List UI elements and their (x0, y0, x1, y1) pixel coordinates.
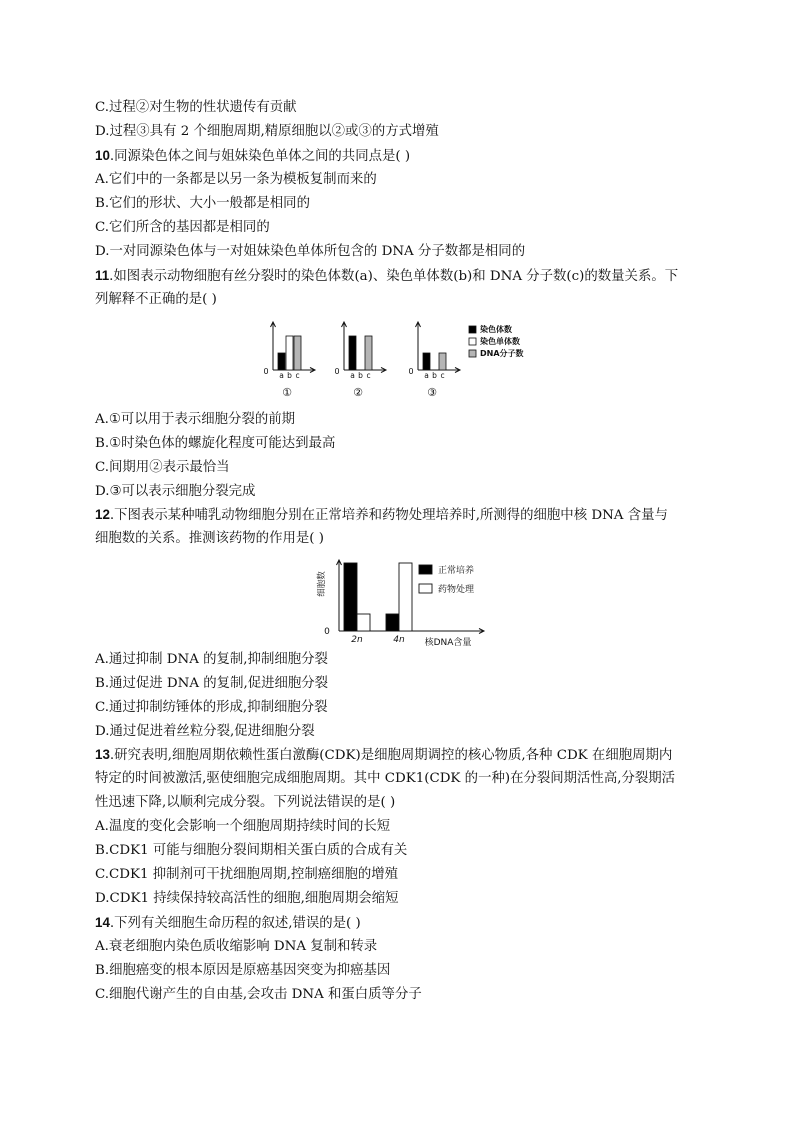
bar-a (278, 353, 285, 370)
text-line (95, 866, 398, 884)
text-line (95, 699, 328, 717)
origin-label: 0 (324, 627, 330, 637)
tick-label: b (358, 371, 363, 380)
text-line (95, 267, 678, 286)
text-line (95, 219, 270, 237)
text-line (95, 986, 422, 1004)
text-line (95, 770, 675, 788)
line-text: B.细胞癌变的根本原因是原癌基因突变为抑癌基因 (95, 963, 391, 978)
tick-label: c (295, 371, 300, 380)
line-text: C.过程②对生物的性状遗传有贡献 (95, 100, 297, 115)
line-text: A.衰老细胞内染色质收缩影响 DNA 复制和转录 (95, 939, 378, 954)
line-text: 细胞数的关系。推测该药物的作用是( ) (95, 531, 324, 546)
text-line (95, 195, 310, 213)
text-line (95, 962, 390, 980)
text-line (95, 291, 217, 309)
line-text: .研究表明,细胞周期依赖性蛋白激酶(CDK)是细胞周期调控的核心物质,各种 CDK 在细胞周期内 (109, 748, 673, 763)
legend-label: 正常培养 (438, 566, 475, 576)
bar-drug (399, 563, 412, 631)
tick-label: a (279, 371, 284, 380)
y-axis-label: 细胞数 (317, 571, 327, 597)
text-line (95, 483, 255, 501)
question-number: 14 (95, 915, 110, 930)
bar-a (423, 353, 430, 370)
tick-label: a (424, 371, 429, 380)
text-line (95, 459, 230, 477)
bar-normal (344, 563, 357, 631)
text-line (95, 914, 361, 933)
legend-swatch (469, 326, 476, 333)
text-line (95, 506, 668, 525)
legend-swatch (469, 338, 476, 345)
legend-swatch (419, 565, 432, 574)
bar-c (365, 336, 372, 370)
text-line (95, 99, 297, 117)
line-text: D.CDK1 持续保持较高活性的细胞,细胞周期会缩短 (95, 891, 399, 906)
bar-c (294, 336, 301, 370)
line-text: C.它们所含的基因都是相同的 (95, 220, 270, 235)
line-text: 特定的时间被激活,驱使细胞完成细胞周期。其中 CDK1(CDK 的一种)在分裂间期活性高,分裂期活 (95, 771, 676, 786)
line-text: C.CDK1 抑制剂可干扰细胞周期,控制癌细胞的增殖 (95, 867, 399, 882)
text-line (95, 530, 324, 548)
question-number: 10 (95, 148, 110, 163)
line-text: A.它们中的一条都是以另一条为模板复制而来的 (95, 172, 377, 187)
legend-label: 染色体数 (480, 325, 512, 334)
line-text: D.通过促进着丝粒分裂,促进细胞分裂 (95, 724, 315, 739)
text-line (95, 723, 315, 741)
legend-swatch (419, 584, 432, 593)
tick-label: 4n (393, 635, 405, 645)
tick-label: c (366, 371, 371, 380)
text-line (95, 147, 410, 166)
x-axis-label: 核DNA含量 (424, 638, 472, 648)
origin-label: 0 (408, 367, 414, 376)
text-line (95, 411, 295, 429)
panel-label: ③ (427, 386, 437, 399)
dna-content-bar-chart (310, 556, 490, 648)
legend-label: 染色单体数 (480, 337, 520, 346)
text-line (95, 794, 395, 812)
chromosome-bar-chart (250, 318, 560, 400)
panel-label: ① (282, 386, 292, 399)
line-text: A.①可以用于表示细胞分裂的前期 (95, 412, 296, 427)
line-text: D.过程③具有 2 个细胞周期,精原细胞以②或③的方式增殖 (95, 124, 439, 139)
line-text: .下图表示某种哺乳动物细胞分别在正常培养和药物处理培养时,所测得的细胞中核 DNA 含量与 (109, 508, 668, 523)
text-line (95, 171, 377, 189)
bar-c (439, 353, 446, 370)
tick-label: 2n (351, 635, 363, 645)
text-line (95, 675, 328, 693)
tick-label: b (287, 371, 292, 380)
line-text: B.通过促进 DNA 的复制,促进细胞分裂 (95, 676, 329, 691)
legend-swatch (469, 350, 476, 357)
text-line (95, 435, 335, 453)
text-line (95, 651, 328, 669)
question-number: 13 (95, 747, 110, 762)
origin-label: 0 (263, 367, 269, 376)
text-line (95, 746, 672, 765)
tick-label: a (350, 371, 355, 380)
bar-normal (386, 614, 399, 631)
line-text: B.它们的形状、大小一般都是相同的 (95, 196, 310, 211)
line-text: B.①时染色体的螺旋化程度可能达到最高 (95, 436, 336, 451)
legend-label: 药物处理 (438, 585, 475, 595)
bar-b (286, 336, 293, 370)
line-text: 列解释不正确的是( ) (95, 292, 217, 307)
text-line (95, 842, 407, 860)
line-text: 性迅速下降,以顺利完成分裂。下列说法错误的是( ) (95, 795, 396, 810)
line-text: .下列有关细胞生命历程的叙述,错误的是( ) (109, 916, 361, 931)
legend-label: DNA分子数 (480, 349, 524, 358)
line-text: A.通过抑制 DNA 的复制,抑制细胞分裂 (95, 652, 328, 667)
text-line (95, 890, 399, 908)
panel-label: ② (353, 386, 363, 399)
line-text: .如图表示动物细胞有丝分裂时的染色体数(a)、染色单体数(b)和 DNA 分子数(c)的数量关系。下 (109, 269, 679, 284)
text-line (95, 123, 439, 141)
line-text: C.细胞代谢产生的自由基,会攻击 DNA 和蛋白质等分子 (95, 987, 422, 1002)
line-text: B.CDK1 可能与细胞分裂间期相关蛋白质的合成有关 (95, 843, 408, 858)
tick-label: c (440, 371, 445, 380)
line-text: D.③可以表示细胞分裂完成 (95, 484, 256, 499)
bar-a (349, 336, 356, 370)
line-text: D.一对同源染色体与一对姐妹染色单体所包含的 DNA 分子数都是相同的 (95, 244, 526, 259)
line-text: C.间期用②表示最恰当 (95, 460, 230, 475)
tick-label: b (432, 371, 437, 380)
question-number: 11 (95, 268, 110, 283)
bar-drug (357, 614, 370, 631)
text-line (95, 818, 390, 836)
text-line (95, 938, 377, 956)
line-text: C.通过抑制纺锤体的形成,抑制细胞分裂 (95, 700, 328, 715)
text-line (95, 243, 525, 261)
question-number: 12 (95, 507, 110, 522)
origin-label: 0 (334, 367, 340, 376)
line-text: .同源染色体之间与姐妹染色单体之间的共同点是( ) (109, 149, 411, 164)
line-text: A.温度的变化会影响一个细胞周期持续时间的长短 (95, 819, 391, 834)
